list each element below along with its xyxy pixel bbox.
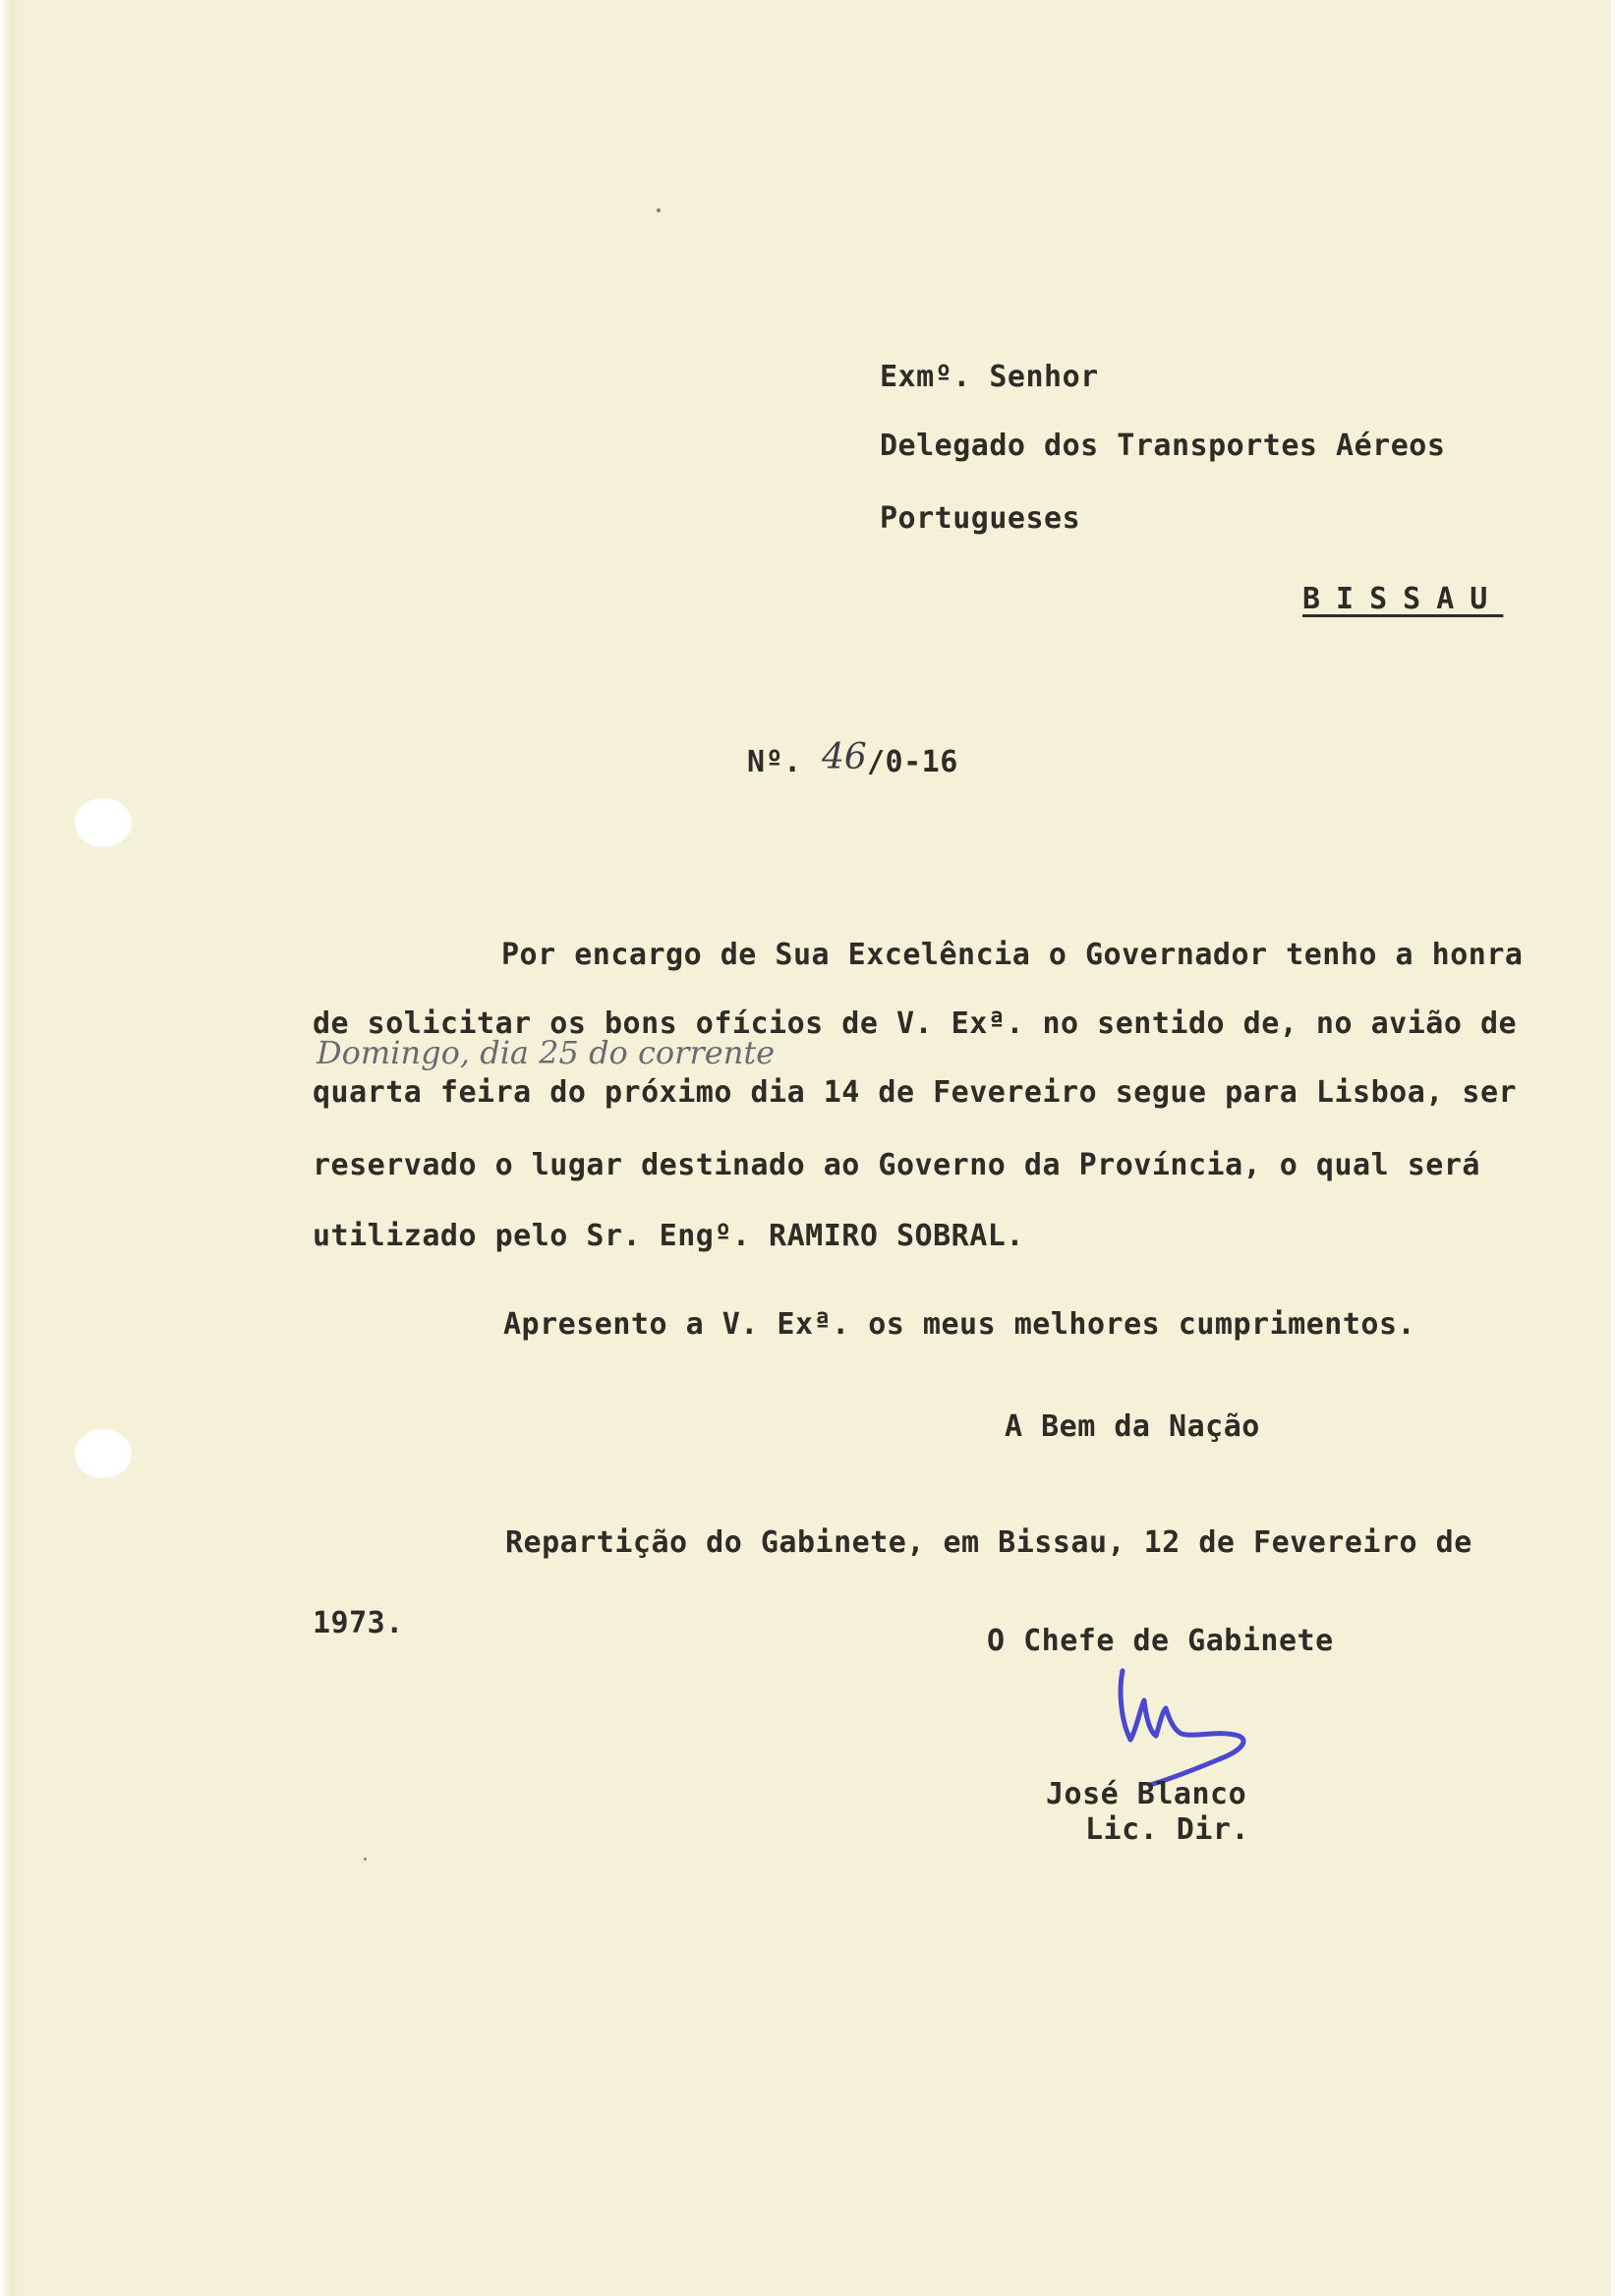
paper-speck (657, 208, 661, 212)
paper-edge-shadow (0, 0, 28, 2296)
handwritten-insert: Domingo, dia 25 do corrente (317, 1034, 776, 1071)
reference-handwritten-number: 46 (822, 737, 867, 777)
reference-suffix: /0-16 (867, 745, 958, 779)
reference-prefix: Nº. (747, 745, 802, 779)
place-date-year: 1973. (313, 1606, 404, 1640)
motto: A Bem da Nação (1005, 1409, 1260, 1444)
body-line-1: Por encargo de Sua Excelência o Governador tenho a honra (501, 938, 1524, 972)
body-line-3: quarta feira do próximo dia 14 de Fevereiro segue para Lisboa, ser (313, 1075, 1518, 1110)
addressee-city: BISSAU (1302, 582, 1504, 616)
body-line-5: utilizado pelo Sr. Engº. RAMIRO SOBRAL. (313, 1219, 1024, 1253)
signatory-credential: Lic. Dir. (1085, 1812, 1250, 1847)
signatory-name: José Blanco (1046, 1777, 1247, 1811)
punch-hole-top (75, 798, 132, 847)
addressee-title-line2: Portugueses (880, 501, 1081, 536)
body-line-2: de solicitar os bons ofícios de V. Exª. no sentido de, no avião de (313, 1006, 1518, 1041)
body-closing: Apresento a V. Exª. os meus melhores cumprimentos. (503, 1307, 1416, 1342)
addressee-salutation: Exmº. Senhor (880, 360, 1099, 394)
paper-speck (364, 1858, 367, 1861)
body-line-4: reservado o lugar destinado ao Governo da Província, o qual será (313, 1148, 1480, 1182)
addressee-title-line1: Delegado dos Transportes Aéreos (880, 429, 1446, 463)
paper-right-edge (1611, 0, 1615, 2296)
place-date-line: Repartição do Gabinete, em Bissau, 12 de Fevereiro de (505, 1525, 1472, 1560)
signatory-role: O Chefe de Gabinete (987, 1624, 1334, 1658)
punch-hole-bottom (75, 1429, 132, 1478)
